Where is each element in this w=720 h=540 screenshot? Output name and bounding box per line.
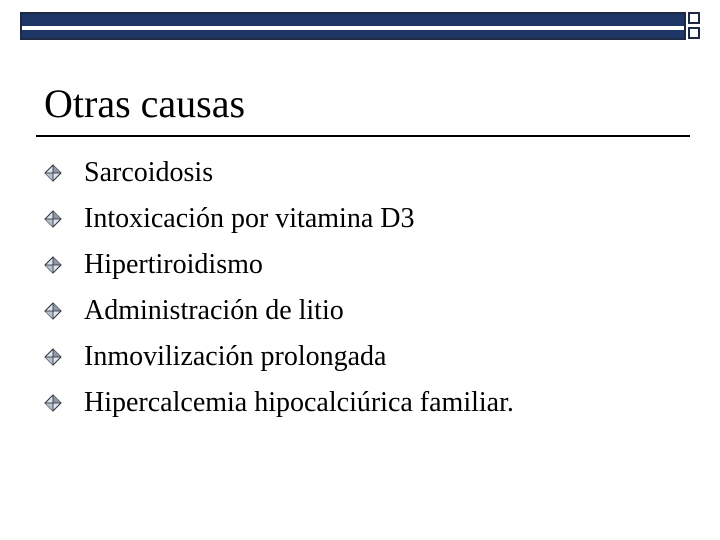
corner-square-bottom xyxy=(688,27,700,39)
diamond-bullet-icon xyxy=(44,256,62,274)
bullet-text: Administración de litio xyxy=(84,295,344,326)
list-item xyxy=(44,334,514,380)
header-decorative-bar xyxy=(20,12,686,40)
bullet-list xyxy=(44,150,514,426)
diamond-bullet-icon xyxy=(44,302,62,320)
bullet-text: Hipercalcemia hipocalciúrica familiar. xyxy=(84,387,514,418)
diamond-bullet-icon xyxy=(44,164,62,182)
list-item xyxy=(44,196,514,242)
list-item xyxy=(44,242,514,288)
diamond-bullet-icon xyxy=(44,394,62,412)
diamond-bullet-icon xyxy=(44,348,62,366)
header-band-upper xyxy=(22,14,684,26)
corner-square-top xyxy=(688,12,700,24)
title-underline xyxy=(36,135,690,137)
corner-squares-decoration xyxy=(688,12,702,40)
diamond-bullet-icon xyxy=(44,210,62,228)
bullet-text: Intoxicación por vitamina D3 xyxy=(84,203,415,234)
bullet-text: Hipertiroidismo xyxy=(84,249,263,280)
list-item xyxy=(44,288,514,334)
bullet-text: Inmovilización prolongada xyxy=(84,341,387,372)
slide-title: Otras causas xyxy=(44,81,246,126)
header-band-lower xyxy=(22,30,684,38)
list-item xyxy=(44,380,514,426)
bullet-text: Sarcoidosis xyxy=(84,157,214,188)
list-item xyxy=(44,150,514,196)
